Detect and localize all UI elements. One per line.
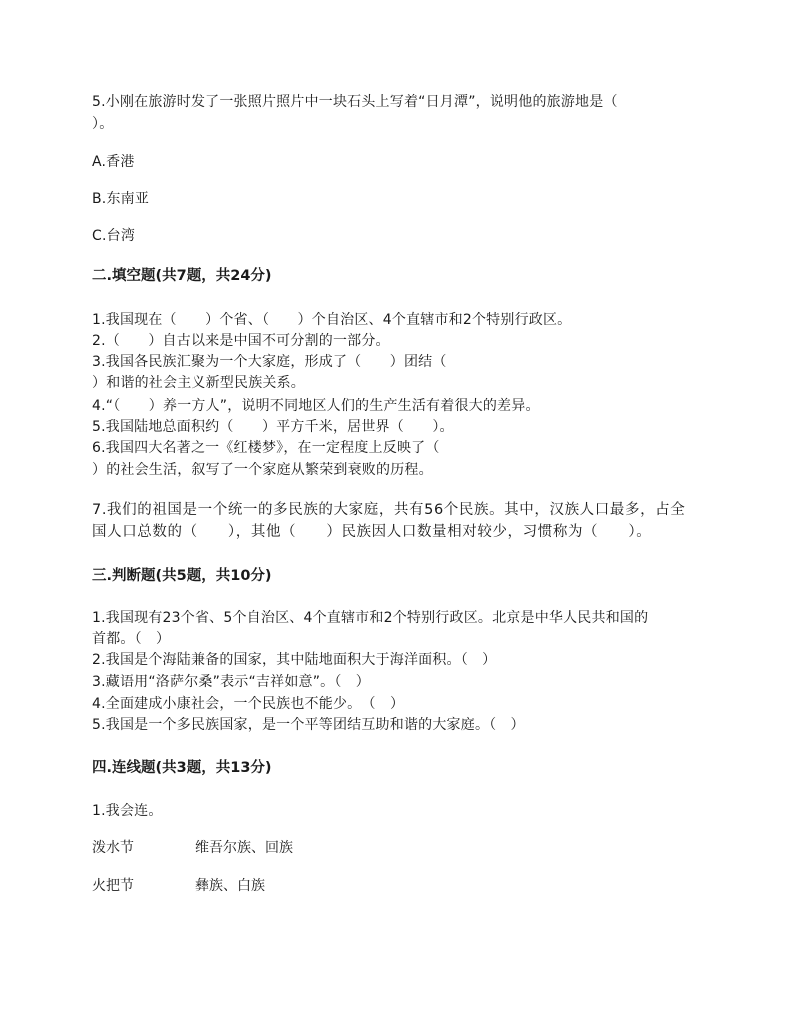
s2-line-4: ）和谐的社会主义新型民族关系。 [92, 375, 305, 391]
q5-stem-line2: ）。 [92, 116, 114, 132]
section4-heading: 四.连线题(共3题，共13分) [92, 760, 272, 776]
match-right-item-1[interactable]: 维吾尔族、回族 [195, 840, 293, 856]
s3-line-6: 5.我国是一个多民族国家，是一个平等团结互助和谐的大家庭。（ ） [92, 717, 525, 733]
s3-line-5: 4.全面建成小康社会，一个民族也不能少。 （ ） [92, 696, 405, 712]
match-left-item-1[interactable]: 泼水节 [92, 840, 134, 856]
s2-line-5: 4.“（ ）养一方人”，说明不同地区人们的生产生活有着很大的差异。 [92, 398, 540, 414]
s2-line-1: 1.我国现在（ ）个省、（ ）个自治区、4个直辖市和2个特别行政区。 [92, 312, 572, 328]
match-right-item-2[interactable]: 彝族、白族 [195, 878, 265, 894]
q5-option-a: A.香港 [92, 154, 135, 170]
s2-line-6: 5.我国陆地总面积约（ ）平方千米，居世界（ ）。 [92, 419, 454, 435]
s3-line-3: 2.我国是个海陆兼备的国家，其中陆地面积大于海洋面积。（ ） [92, 652, 497, 668]
q5-option-c: C.台湾 [92, 228, 136, 244]
s2-line-8: ）的社会生活，叙写了一个家庭从繁荣到衰败的历程。 [92, 462, 433, 478]
s3-line-2: 首都。（ ） [92, 631, 171, 647]
s2-line-2: 2.（ ）自古以来是中国不可分割的一部分。 [92, 333, 390, 349]
q5-stem-line1: 5.小刚在旅游时发了一张照片照片中一块石头上写着“日月潭”，说明他的旅游地是（ [92, 94, 618, 110]
section3-heading: 三.判断题(共5题，共10分) [92, 568, 272, 584]
match-left-item-2[interactable]: 火把节 [92, 878, 134, 894]
s2-q7-line1: 7.我们的祖国是一个统一的多民族的大家庭，共有56个民族。其中，汉族人口最多，占全 [92, 502, 686, 518]
s2-line-7: 6.我国四大名著之一《红楼梦》，在一定程度上反映了（ [92, 440, 440, 456]
s4-q1: 1.我会连。 [92, 803, 163, 819]
s3-line-4: 3.藏语用“洛萨尔桑”表示“吉祥如意”。（ ） [92, 674, 370, 690]
s3-line-1: 1.我国现有23个省、5个自治区、4个直辖市和2个特别行政区。北京是中华人民共和国的 [92, 610, 649, 626]
q5-option-b: B.东南亚 [92, 191, 150, 207]
s2-line-3: 3.我国各民族汇聚为一个大家庭，形成了（ ）团结（ [92, 354, 447, 370]
section2-heading: 二.填空题(共7题，共24分) [92, 268, 272, 284]
s2-q7-line2: 国人口总数的（ ），其他（ ）民族因人口数量相对较少，习惯称为（ ）。 [92, 524, 652, 540]
